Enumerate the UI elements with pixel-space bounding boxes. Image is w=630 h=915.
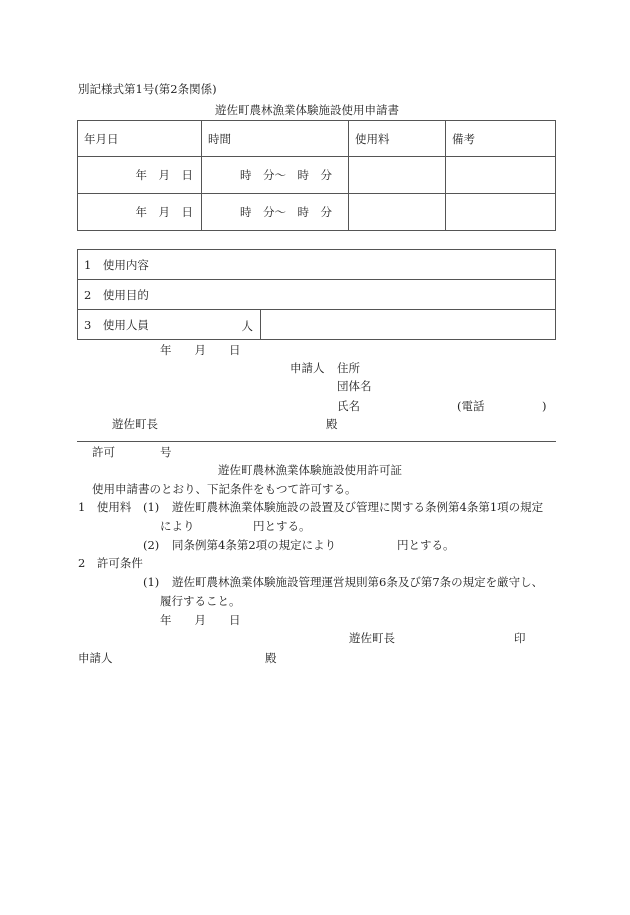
recipient-honorific: 殿 <box>265 651 277 665</box>
row-remarks-cell[interactable] <box>446 194 556 231</box>
condition-item1-number: (1) <box>143 575 160 589</box>
usage-persons-label: 3 使用人員 <box>84 317 149 332</box>
fee-item1-yen: 円とする。 <box>253 519 311 533</box>
date-header: 年月日 <box>78 121 202 157</box>
applicant-label: 申請人 <box>290 361 325 375</box>
addressee-honorific: 殿 <box>326 417 338 431</box>
usage-content-label: 1 使用内容 <box>78 250 556 280</box>
table-row <box>78 157 556 194</box>
usage-table <box>77 249 556 340</box>
table-row <box>78 194 556 231</box>
seal-mark: 印 <box>514 631 526 645</box>
row-time: 時 分〜 時 分 <box>202 194 349 231</box>
row-fee-cell[interactable] <box>349 157 446 194</box>
row-time: 時 分〜 時 分 <box>202 157 349 194</box>
schedule-table <box>77 120 556 231</box>
fee-heading: 1 使用料 <box>78 500 132 514</box>
usage-purpose-label: 2 使用目的 <box>78 280 556 310</box>
permit-intro: 使用申請書のとおり、下記条件をもつて許可する。 <box>92 482 357 496</box>
fee-item1-continuation: により <box>160 519 195 533</box>
usage-persons-row <box>78 310 556 340</box>
fee-item2-yen: 円とする。 <box>397 538 455 552</box>
issuer-name: 遊佐町長 <box>349 631 395 645</box>
application-date: 年 月 日 <box>160 343 241 357</box>
permit-number-prefix: 許可 <box>92 445 115 459</box>
phone-label: (電話 <box>457 399 485 413</box>
row-fee-cell[interactable] <box>349 194 446 231</box>
permit-number-suffix: 号 <box>160 445 172 459</box>
fee-item1-text: 遊佐町農林漁業体験施設の設置及び管理に関する条例第4条第1項の規定 <box>172 500 544 514</box>
application-title: 遊佐町農林漁業体験施設使用申請書 <box>215 103 399 117</box>
fee-item1-number: (1) <box>143 500 160 514</box>
name-label: 氏名 <box>337 399 360 413</box>
usage-purpose-row <box>78 280 556 310</box>
remarks-header: 備考 <box>446 121 556 157</box>
fee-item2-text: 同条例第4条第2項の規定により <box>172 538 337 552</box>
recipient-label: 申請人 <box>78 651 113 665</box>
section-divider <box>77 441 556 442</box>
organization-label: 団体名 <box>337 379 372 393</box>
fee-header: 使用料 <box>349 121 446 157</box>
row-date: 年 月 日 <box>78 157 202 194</box>
permit-title: 遊佐町農林漁業体験施設使用許可証 <box>218 463 402 477</box>
form-label: 別記様式第1号(第2条関係) <box>78 82 217 96</box>
usage-persons-unit: 人 <box>241 319 253 333</box>
row-date: 年 月 日 <box>78 194 202 231</box>
addressee-name: 遊佐町長 <box>112 417 158 431</box>
conditions-heading: 2 許可条件 <box>78 556 143 570</box>
condition-item1-text: 遊佐町農林漁業体験施設管理運営規則第6条及び第7条の規定を厳守し、 <box>172 575 544 589</box>
usage-persons-cell <box>78 310 261 340</box>
usage-persons-value-cell[interactable] <box>261 310 556 340</box>
permit-date: 年 月 日 <box>160 613 241 627</box>
table-header-row <box>78 121 556 157</box>
row-remarks-cell[interactable] <box>446 157 556 194</box>
condition-item1-continuation: 履行すること。 <box>160 594 241 608</box>
phone-close: ) <box>542 399 547 413</box>
usage-content-row <box>78 250 556 280</box>
time-header: 時間 <box>202 121 349 157</box>
address-label: 住所 <box>337 361 360 375</box>
fee-item2-number: (2) <box>143 538 160 552</box>
